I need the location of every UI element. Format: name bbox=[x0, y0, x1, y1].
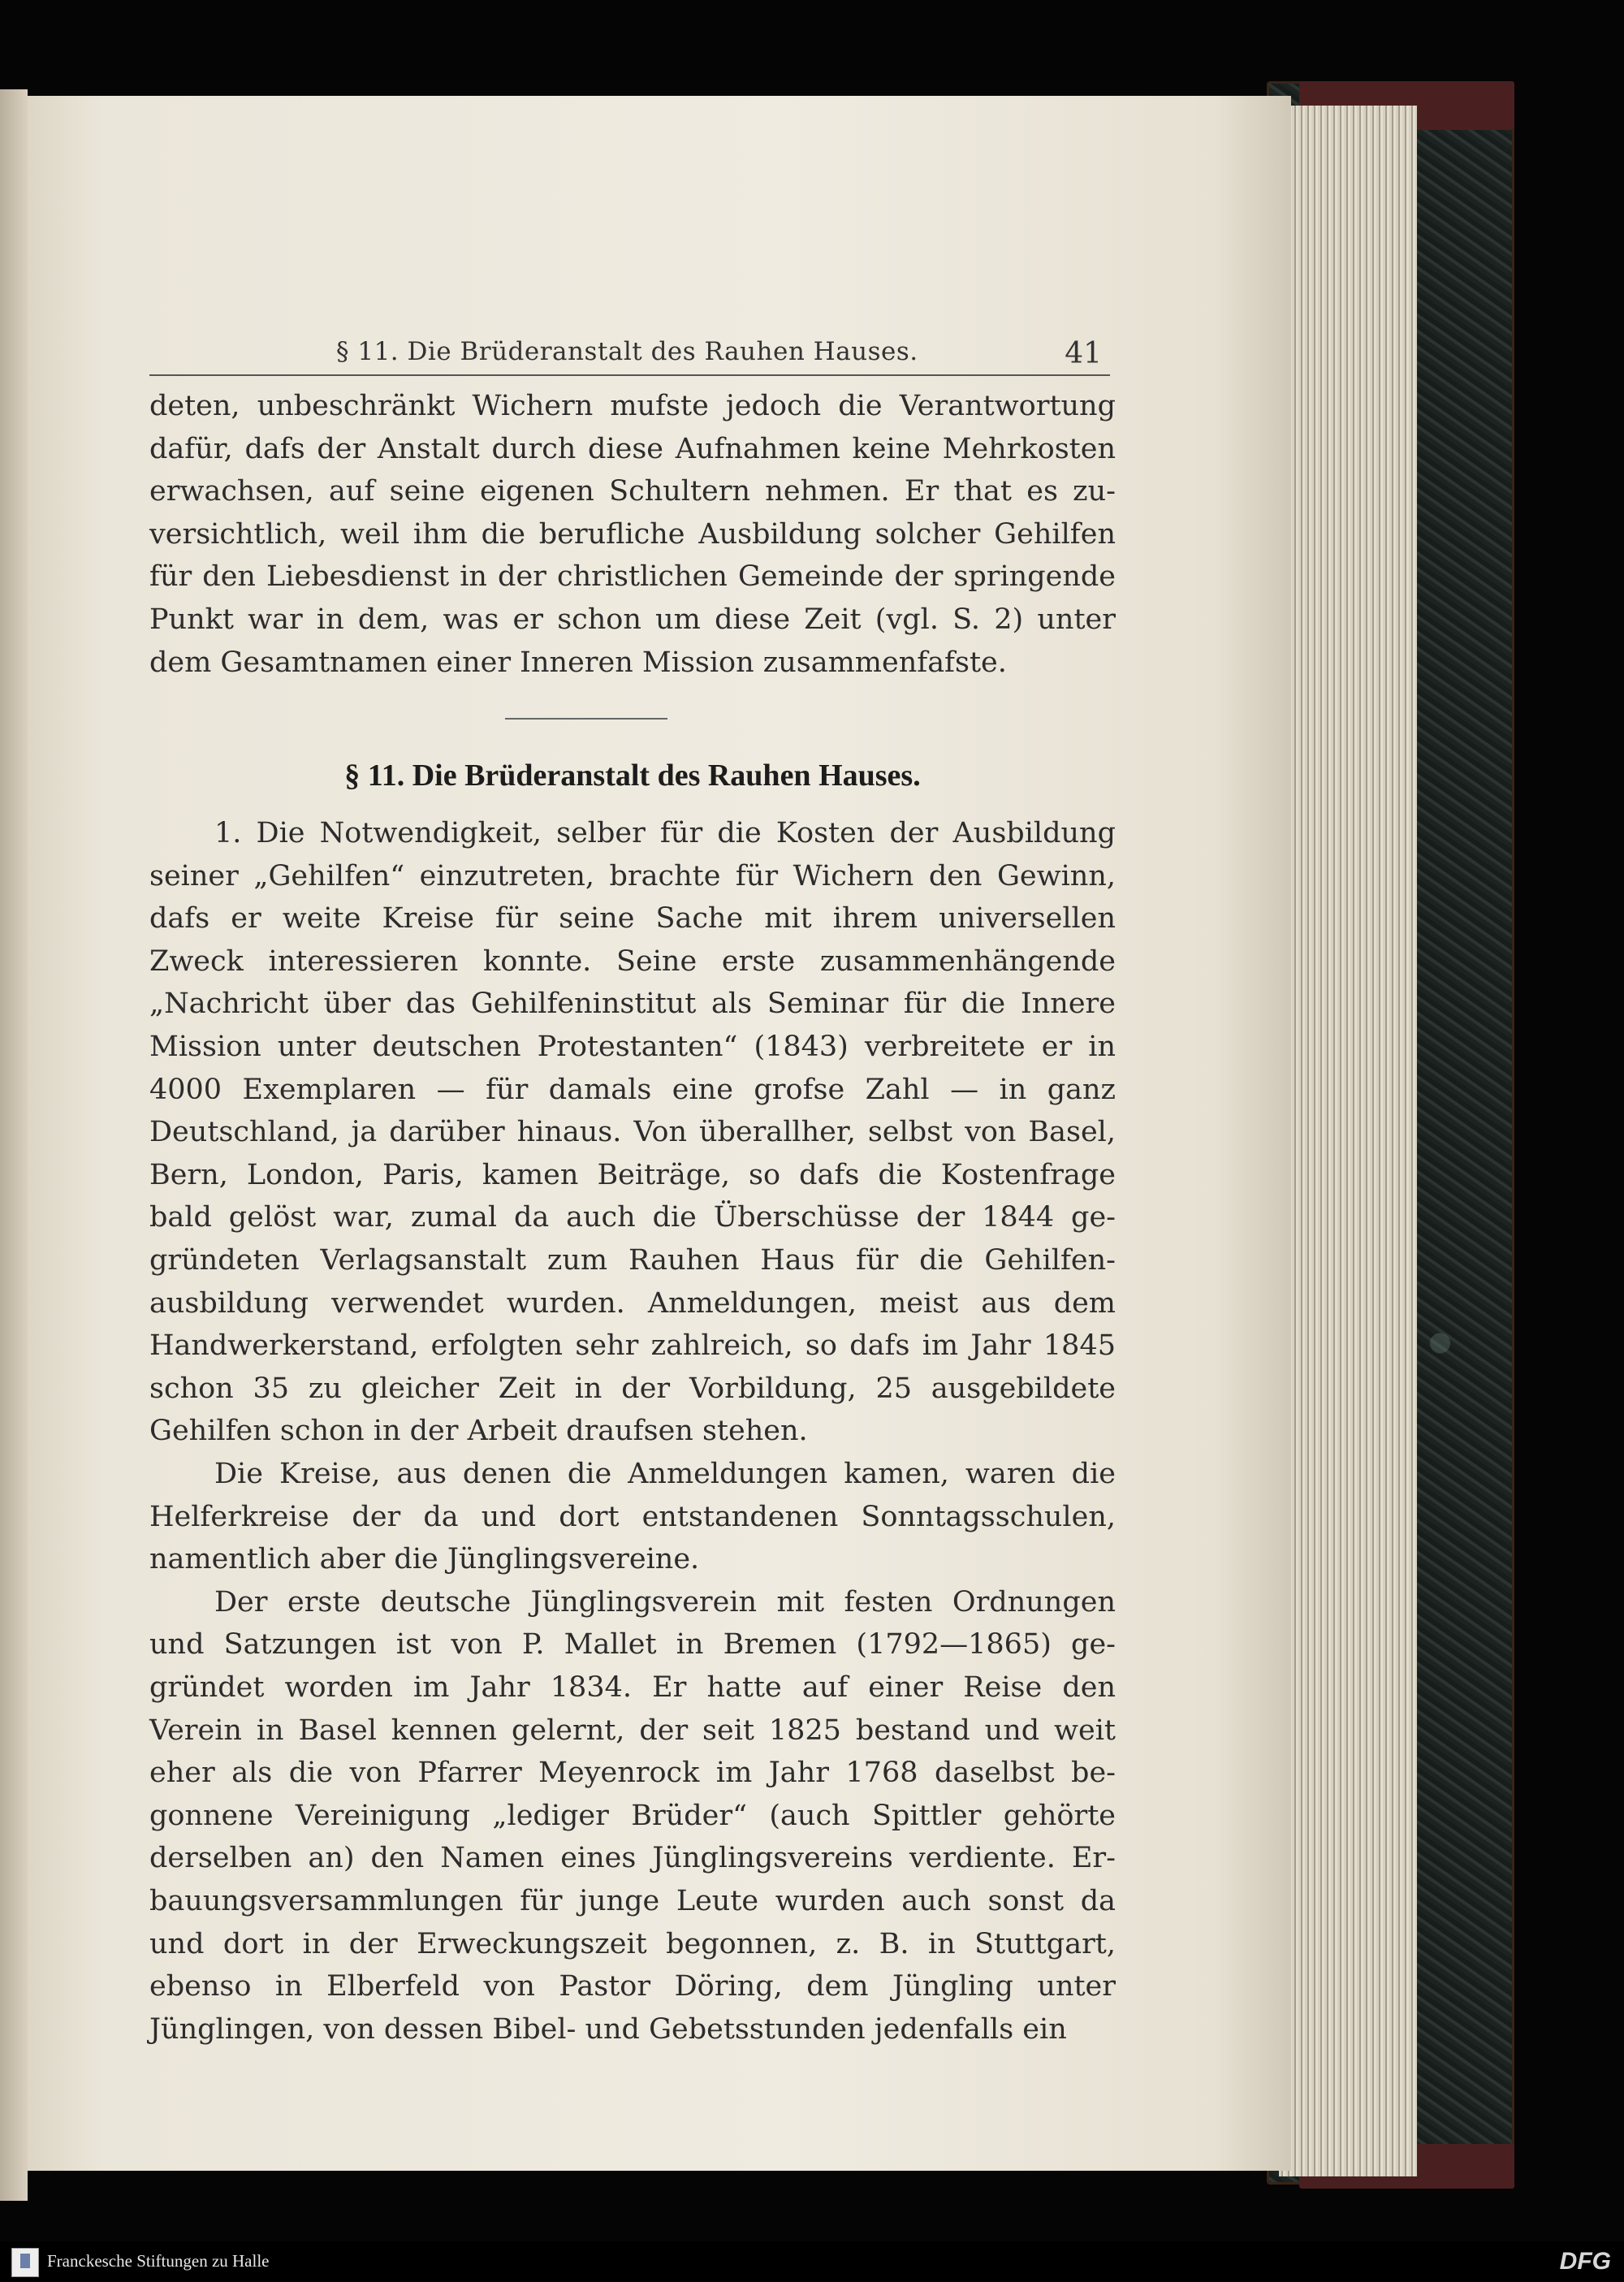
text-line: deten, unbeschränkt Wichern mufste jedoch die Verantwortung bbox=[149, 390, 1116, 422]
text-line: Helferkreise der da und dort entstandenen Sonntagsschulen, bbox=[149, 1500, 1116, 1533]
text-line: Die Kreise, aus denen die Anmeldungen kamen, waren die bbox=[214, 1458, 1116, 1490]
text-line: Deutschland, ja darüber hinaus. Von überallher, selbst von Basel, bbox=[149, 1116, 1116, 1149]
text-line: schon 35 zu gleicher Zeit in der Vorbildung, 25 ausgebildete bbox=[149, 1372, 1116, 1405]
page-number: 41 bbox=[1065, 337, 1102, 370]
text-line: Der erste deutsche Jünglingsverein mit festen Ordnungen bbox=[214, 1585, 1116, 1619]
facing-page-edge bbox=[0, 89, 28, 2201]
text-line: Bern, London, Paris, kamen Beiträge, so dafs die Kostenfrage bbox=[149, 1158, 1116, 1191]
running-header bbox=[149, 337, 1110, 376]
text-line: dafs er weite Kreise für seine Sache mit ihrem universellen bbox=[149, 902, 1116, 936]
text-line: 4000 Exemplaren — für damals eine grofse Zahl — in ganz bbox=[149, 1073, 1116, 1106]
text-line: „Nachricht über das Gehilfeninstitut als Seminar für die Innere bbox=[149, 988, 1116, 1021]
text-line: Handwerkerstand, erfolgten sehr zahlreich, so dafs im Jahr 1845 bbox=[149, 1329, 1116, 1363]
dfg-logo: DFG bbox=[1559, 2248, 1611, 2275]
text-line: dem Gesamtnamen einer Inneren Mission zusammenfafste. bbox=[149, 646, 1007, 679]
section-divider bbox=[505, 718, 667, 720]
text-line: eher als die von Pfarrer Meyenrock im Jahr 1768 daselbst be- bbox=[149, 1757, 1116, 1790]
text-line: Jünglingen, von dessen Bibel- und Gebetsstunden jedenfalls ein bbox=[149, 2012, 1067, 2046]
text-line: ebenso in Elberfeld von Pastor Döring, dem Jüngling unter bbox=[149, 1970, 1116, 2003]
institution-logo-icon bbox=[11, 2248, 39, 2277]
text-line: derselben an) den Namen eines Jünglingsvereins verdiente. Er- bbox=[149, 1842, 1116, 1875]
text-line: erwachsen, auf seine eigenen Schultern nehmen. Er that es zu- bbox=[149, 475, 1116, 508]
text-line: seiner „Gehilfen“ einzutreten, brachte für Wichern den Gewinn, bbox=[149, 859, 1116, 892]
text-line: Gehilfen schon in der Arbeit draufsen stehen. bbox=[149, 1415, 808, 1448]
text-line: Verein in Basel kennen gelernt, der seit 1825 bestand und weit bbox=[149, 1714, 1116, 1747]
text-line: bald gelöst war, zumal da auch die Überschüsse der 1844 ge- bbox=[149, 1201, 1116, 1234]
text-line: ausbildung verwendet wurden. Anmeldungen, meist aus dem bbox=[149, 1286, 1116, 1320]
section-heading: § 11. Die Brüderanstalt des Rauhen Hauses. bbox=[344, 759, 921, 793]
text-line: und Satzungen ist von P. Mallet in Bremen (1792—1865) ge- bbox=[149, 1628, 1116, 1662]
text-line: für den Liebesdienst in der christlichen Gemeinde der springende bbox=[149, 560, 1116, 594]
text-line: Mission unter deutschen Protestanten“ (1843) verbreitete er in bbox=[149, 1031, 1116, 1063]
text-line: 1. Die Notwendigkeit, selber für die Kosten der Ausbildung bbox=[214, 817, 1116, 849]
book-page bbox=[28, 96, 1291, 2171]
text-line: Punkt war in dem, was er schon um diese Zeit (vgl. S. 2) unter bbox=[149, 603, 1116, 636]
text-line: namentlich aber die Jünglingsvereine. bbox=[149, 1543, 700, 1576]
page-edges bbox=[1279, 106, 1417, 2176]
text-line: gründeten Verlagsanstalt zum Rauhen Haus für die Gehilfen- bbox=[149, 1244, 1116, 1277]
text-line: gründet worden im Jahr 1834. Er hatte auf einer Reise den bbox=[149, 1671, 1116, 1704]
text-line: bauungsversammlungen für junge Leute wurden auch sonst da bbox=[149, 1885, 1116, 1917]
text-line: gonnene Vereinigung „lediger Brüder“ (auch Spittler gehörte bbox=[149, 1799, 1116, 1832]
running-title: § 11. Die Brüderanstalt des Rauhen Hauses. bbox=[336, 337, 918, 366]
institution-name: Franckesche Stiftungen zu Halle bbox=[47, 2251, 270, 2271]
text-line: versichtlich, weil ihm die berufliche Ausbildung solcher Gehilfen bbox=[149, 517, 1116, 551]
text-line: dafür, dafs der Anstalt durch diese Aufnahmen keine Mehrkosten bbox=[149, 432, 1116, 465]
text-line: und dort in der Erweckungszeit begonnen, z. B. in Stuttgart, bbox=[149, 1927, 1116, 1960]
text-line: Zweck interessieren konnte. Seine erste zusammenhängende bbox=[149, 944, 1116, 978]
